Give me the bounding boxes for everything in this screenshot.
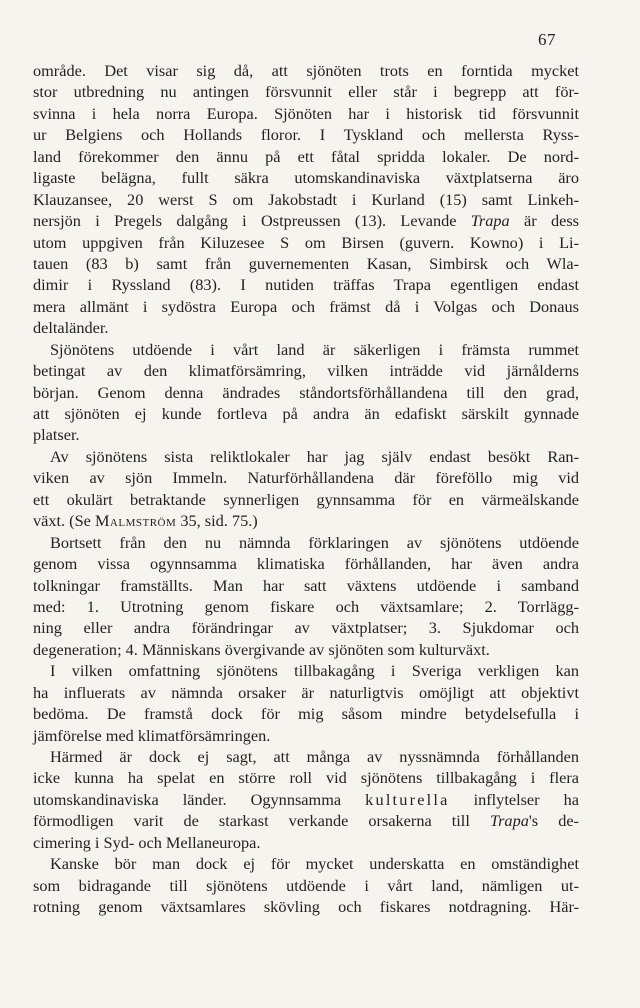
- text-line: rotning genom växtsamlares skövling och fiskares notdragning. Här-: [33, 897, 579, 917]
- text-line: degeneration; 4. Människans övergivande av sjönöten som kulturväxt.: [33, 639, 490, 659]
- text-line: med: 1. Utrotning genom fiskare och växtsamlare; 2. Torrlägg-: [33, 596, 579, 616]
- text-line: ning eller andra förändringar av växtplatser; 3. Sjukdomar och: [33, 618, 579, 638]
- body-text: [33, 60, 579, 918]
- text-line: genom vissa ogynnsamma klimatiska förhållanden, har även andra: [33, 554, 579, 574]
- text-line: bedöma. De framstå dock för mig såsom mindre betydelsefulla i: [33, 704, 579, 724]
- text-line: deltaländer.: [33, 318, 109, 338]
- text-fragment: nersjön i Pregels dalgång i Ostpreussen (13). Levande: [33, 211, 457, 231]
- text-line: svinna i hela norra Europa. Sjönöten har i historisk tid försvunnit: [33, 103, 579, 123]
- text-line: område. Det visar sig då, att sjönöten trots en forntida mycket: [33, 61, 579, 80]
- text-line: att sjönöten ej kunde fortleva på andra än edafiskt särskilt gynnade: [33, 404, 579, 423]
- text-fragment: 's de-: [528, 811, 579, 831]
- text-line: dimir i Ryssland (83). I nutiden träffas Trapa egentligen endast: [33, 275, 579, 295]
- text-line: ha influerats av nämnda orsaker är naturligtvis omöjligt att objektivt: [33, 682, 579, 702]
- text-fragment: 35, sid. 75.): [180, 511, 258, 531]
- text-line: Bortsett från den nu nämnda förklaringen av sjönötens utdöende: [50, 532, 579, 552]
- spaced-term: kulturella: [365, 789, 450, 809]
- text-line: jämförelse med klimatförsämringen.: [33, 725, 271, 745]
- text-line: tolkningar framställts. Man har satt växtens utdöende i samband: [33, 575, 579, 595]
- text-line: [33, 810, 579, 831]
- text-line: Klauzansee, 20 werst S om Jakobstadt i Kurland (15) samt Linkeh-: [33, 189, 579, 209]
- text-fragment: förmodligen varit de starkast verkande orsakerna till: [33, 811, 470, 831]
- text-line: cimering i Syd- och Mellaneuropa.: [33, 832, 261, 852]
- text-line: tauen (83 b) samt från guvernementen Kasan, Simbirsk och Wla-: [33, 253, 579, 273]
- text-fragment: utomskandinaviska länder. Ogynnsamma: [33, 789, 342, 809]
- text-line: ur Belgiens och Hollands floror. I Tyskland och mellersta Ryss-: [33, 125, 579, 145]
- text-line: platser.: [33, 425, 80, 445]
- text-line: Härmed är dock ej sagt, att många av nyssnämnda förhållanden: [50, 747, 579, 766]
- text-line: icke kunna ha spelat en större roll vid sjönötens tillbakagång i flera: [33, 768, 579, 788]
- text-line: land förekommer den ännu på ett fåtal spridda lokaler. De nord-: [33, 146, 579, 166]
- text-line: [33, 789, 579, 810]
- text-line: viken av sjön Immeln. Naturförhållandena där föreföllo mig vid: [33, 468, 579, 488]
- text-line: ligaste belägna, fullt säkra utomskandinaviska växtplatserna äro: [33, 168, 579, 188]
- text-line: Sjönötens utdöende i vårt land är säkerligen i främsta rummet: [50, 339, 579, 359]
- text-fragment: är dess: [509, 211, 579, 231]
- italic-term: Trapa: [470, 211, 510, 231]
- text-line: början. Genom denna ändrades ståndortsförhållandena till den grad,: [33, 382, 579, 402]
- text-line: mera allmänt i sydöstra Europa och främst då i Volgas och Donaus: [33, 296, 579, 316]
- text-line: [33, 510, 579, 531]
- italic-term: Trapa: [489, 811, 529, 831]
- text-fragment: växt. (Se: [33, 511, 91, 531]
- text-line: I vilken omfattning sjönötens tillbakagång i Sveriga verkligen kan: [50, 661, 579, 681]
- text-line: Av sjönötens sista reliktlokaler har jag själv endast besökt Ran-: [50, 446, 579, 466]
- author-name: Malmström: [94, 511, 177, 531]
- text-line: Kanske bör man dock ej för mycket underskatta en omständighet: [50, 854, 579, 874]
- text-line: som bidragande till sjönötens utdöende i vårt land, nämligen ut-: [33, 875, 579, 895]
- text-line: ett okulärt betraktande synnerligen gynnsamma för en värmeälskande: [33, 489, 579, 509]
- page-number: 67: [538, 30, 556, 49]
- text-fragment: inflytelser ha: [473, 789, 579, 809]
- text-line: utom uppgiven från Kiluzesee S om Birsen (guvern. Kowno) i Li-: [33, 232, 579, 252]
- text-line: stor utbredning nu antingen försvunnit eller står i begrepp att för-: [33, 82, 579, 102]
- text-line: betingat av den klimatförsämring, vilken inträdde vid järnålderns: [33, 361, 579, 381]
- text-line: [33, 210, 579, 231]
